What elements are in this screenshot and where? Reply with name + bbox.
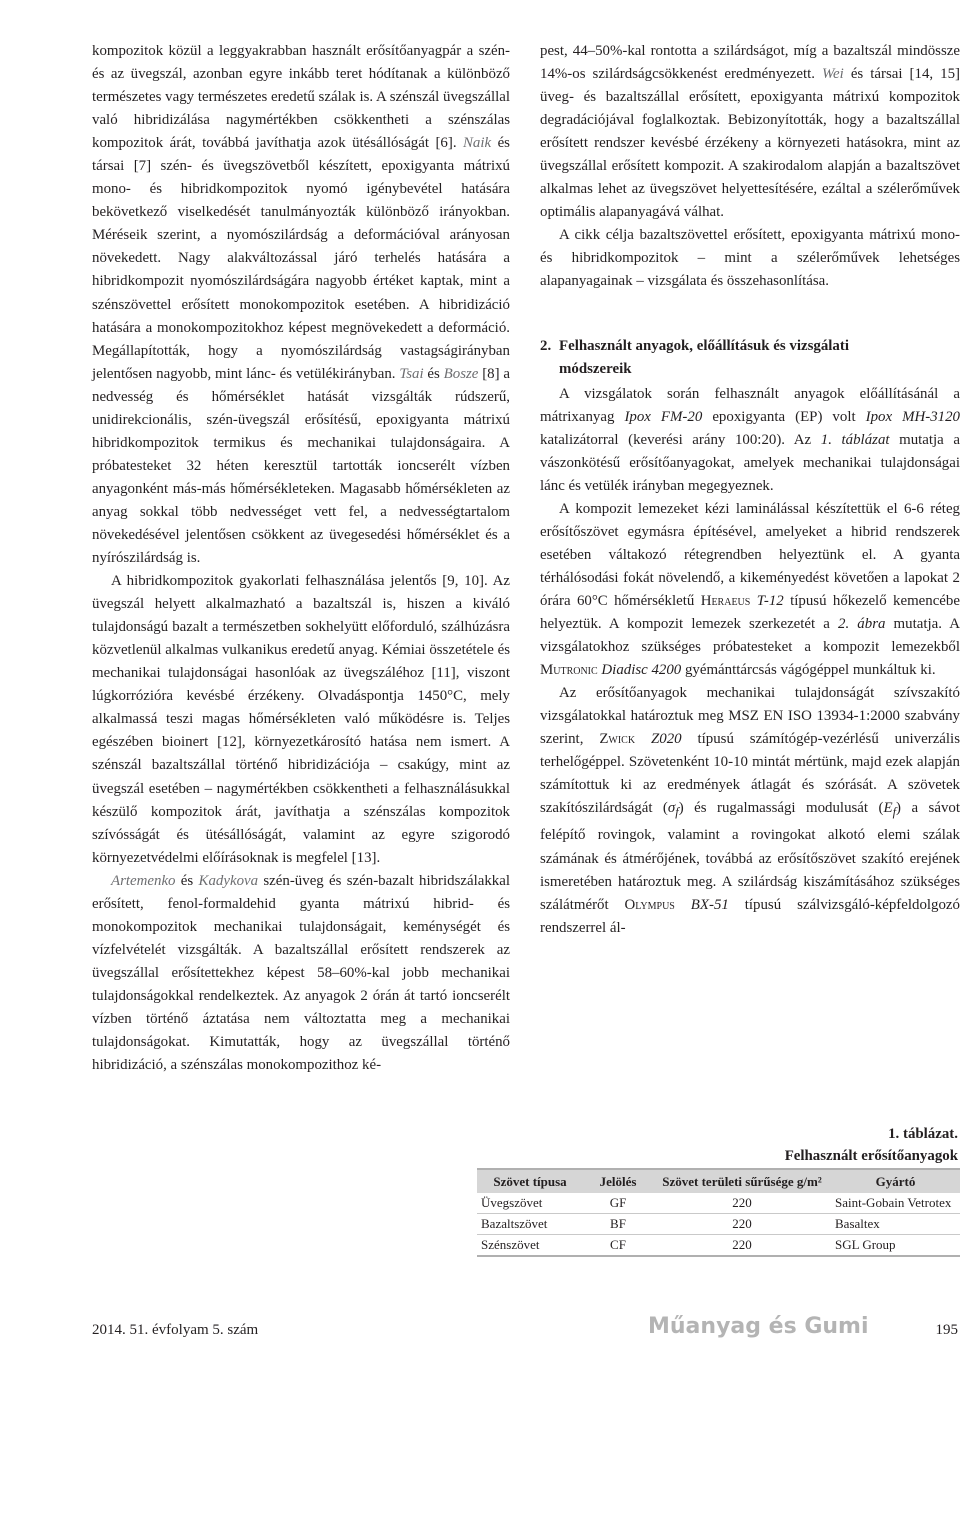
journal-logo: Műanyag és Gumi — [648, 1314, 869, 1339]
table-header-row — [477, 1169, 960, 1193]
column-header: Jelölés — [583, 1169, 653, 1193]
table-cell: Szénszövet — [477, 1235, 583, 1257]
paragraph: Artemenko és Kadykova szén-üveg és szén-bazalt hibridszálakkal erősített, fenol-formaldehid gyanta mátrixú hibrid- és monokompozitok mechanikai tulajdonságait, keménységét és vízfelvételét vizsgálták. A bazaltszállal erősített rendszerek az üvegszállal erősítettekhez képest 58–60%-kal jobb mechanikai tulajdonságokkal rendelkeztek. Az anyagok 2 órán át tartó ioncserélt vízben történő áztatása nem változtatta meg a mechanikai tulajdonságokat. Kimutatták, hogy az üvegszállal történő hibridizáció, a szénszálas monokompozithoz ké- — [92, 870, 510, 1077]
table-cell: BF — [583, 1214, 653, 1235]
table-cell: Üvegszövet — [477, 1193, 583, 1214]
table-cell: Basaltex — [831, 1214, 960, 1235]
paragraph: A vizsgálatok során felhasznált anyagok előállításánál a mátrixanyag Ipox FM-20 epoxigyanta (EP) volt Ipox MH-3120 katalizátorral (keverési arány 100:20). Az 1. táblázat mutatja a vászonkötésű erősítőanyagokat, amelyek mechanikai tulajdonságai lánc és vetülék irányban megegyeznek. — [540, 385, 960, 494]
table-cell: 220 — [653, 1193, 831, 1214]
table-row — [477, 1214, 960, 1235]
table-cell: GF — [583, 1193, 653, 1214]
table-cell: 220 — [653, 1214, 831, 1235]
table-row — [477, 1193, 960, 1214]
materials-table — [477, 1168, 960, 1257]
section-heading: 2. Felhasznált anyagok, előállításuk és vizsgálati módszereik — [540, 337, 849, 377]
column-header: Gyártó — [831, 1169, 960, 1193]
right-column — [540, 40, 960, 940]
left-column — [92, 40, 510, 1523]
page-number: 195 — [935, 1322, 958, 1338]
table-cell: CF — [583, 1235, 653, 1257]
column-header: Szövet típusa — [477, 1169, 583, 1193]
table-cell: SGL Group — [831, 1235, 960, 1257]
paragraph: A kompozit lemezeket kézi laminálással készítettük el 6-6 réteg erősítőszövet egymásra építésével, amelyeket a hibrid rendszerek esetében váltakozó rétegrendben helyeztünk el. A gyanta térhálósodási fokát növelendő, a kikeményedést követően a lapokat 2 órára 60°C hőmérsékletű Heraeus T-12 típusú hőkezelő kemencébe helyeztük. A kompozit lemezek szerkezetét a 2. ábra mutatja. A vizsgálatokhoz szükséges próbatesteket a kompozit lemezekből Mutronic Diadisc 4200 gyémánttárcsás vágógéppel munkáltuk ki. — [540, 500, 960, 679]
table-title: Felhasznált erősítőanyagok — [784, 1148, 958, 1164]
paragraph: kompozitok közül a leggyakrabban használt erősítőanyagpár a szén- és az üvegszál, azonban egyre inkább teret hódítanak a különböző természetes vagy természetes eredetű szálak is. A szénszál üvegszállal való hibridizálása nagymértékben csökkentheti a szénszálas kompozitok árát, továbbá javíthatja azok ütésállóságát [6]. Naik és társai [7] szén- és üvegszövetből készített, epoxigyanta mátrixú mono- és hibridkompozitok nyomó igénybevétel hatására bekövetkező viselkedését tanulmányozták különböző irányokban. Méréseik szerint, a nyomószilárdság a deformációval arányosan növekedett. Nagy alakváltozással járó terhelés hatására a hibridkompozit nyomószilárdságára nagyobb értéket kaptak, mint a szénszövettel erősített monokompozitok esetében. A hibridizáció hatására a monokompozitokhoz képest megnövekedett a deformáció. Megállapították, hogy a nyomószilárdság vastagságirányban jelentősen nagyobb, mint lánc- és vetülékirányban. Tsai és Bosze [8] a nedvesség és hőmérséklet hatását vizsgálták rúdszerű, unidirekcionális, szén-üvegszál erősítésű, epoxigyanta mátrixú hibridkompozitok termikus és mechanikai tulajdonságaira. A próbatesteket 32 héten keresztül tartották ioncserélt vízben anyagonként más-más hőmérsékleteken. Magasabb hőmérsékleten az anyag sokkal több nedvességet vett fel, a nedvességtartalom növekedésével jelentősen csökkent az üvegesedési hőmérséklet és a nyírószilárdság is. — [92, 43, 510, 567]
table-caption — [785, 1123, 958, 1167]
column-header: Szövet területi sűrűsége g/m² — [653, 1169, 831, 1193]
table-cell: Bazaltszövet — [477, 1214, 583, 1235]
table-row — [477, 1235, 960, 1257]
paragraph: pest, 44–50%-kal rontotta a szilárdságot, míg a bazaltszál mindössze 14%-os szilárdságcsökkenést eredményezett. Wei és társai [14, 15] üveg- és bazaltszállal erősített, epoxigyanta mátrixú kompozitok degradációjával foglalkoztak. Bebizonyították, hogy a bazaltszállal erősített rendszer kevésbé érzékeny a környezeti hatásokra, mint az üvegszállal erősített kompozit. A szakirodalom alapján a bazaltszövet alkalmas lehet az üvegszövet helyettesítésére, ezáltal a szélerőművek optimális alapanyagává válhat. — [540, 43, 960, 221]
paragraph: A hibridkompozitok gyakorlati felhasználása jelentős [9, 10]. Az üvegszál helyett alkalmazható a bazaltszál is, hiszen a kiváló tulajdonságú bazalt a természetben sokhelyütt előforduló, szálhúzásra közvetlenül alkalmas vulkanikus eredetű anyag. Kémiai összetétele és mechanikai tulajdonságai hasonlóak az üvegszáléhoz [11], viszont lúgkorrózióra kevésbé érzékeny. Olvadáspontja 1450°C, mely alkalmassá teszi magas hőmérsékleten való működésre is. Teljes egészében bioinert [12], környezetkárosító hatása nem ismert. A szénszál bazaltszállal történő hibridizációja – csakúgy, mint az üvegszál esetében – nagymértékben csökkentheti a felhasználásukkal készülő kompozitok árát, javíthatja a szénszálas kompozitok szívósságát és ütésállóságát, valamint az egyre szigorodó környezetvédelmi előírásoknak is megfelel [13]. — [92, 573, 510, 866]
paragraph: A cikk célja bazaltszövettel erősített, epoxigyanta mátrixú mono- és hibridkompozitok – mint a szélerőművek lehetséges alapanyagainak – vizsgálata és összehasonlítása. — [540, 227, 960, 290]
table-cell: Saint-Gobain Vetrotex — [831, 1193, 960, 1214]
paragraph: Az erősítőanyagok mechanikai tulajdonságát szívszakító vizsgálatokkal határoztuk meg MSZ EN ISO 13934-1:2000 szabvány szerint, Zwick Z020 típusú számítógép-vezérlésű univerzális terhelőgéppel. Szövetenként 10-10 mintát mértünk, majd ezek alapján számítottuk ki az eredmények átlagát és szórását. A szövetek szakítószilárdságát $(\sigma_f)$ és rugalmassági modulusát $(E_f)$ a sávot felépítő rovingok, valamint a rovingokat alkotó elemi szálak számának és átmérőjének, továbbá az erősítőszövet szakító erejének ismeretében határoztuk meg. A szilárdság kiszámításához szükséges szálátmérőt Olympus BX-51 típusú szálvizsgáló-képfeldolgozó rendszerrel ál- — [540, 685, 960, 936]
issue-info: 2014. 51. évfolyam 5. szám — [92, 1322, 259, 1338]
table-cell: 220 — [653, 1235, 831, 1257]
table-number: 1. táblázat. — [888, 1126, 958, 1142]
